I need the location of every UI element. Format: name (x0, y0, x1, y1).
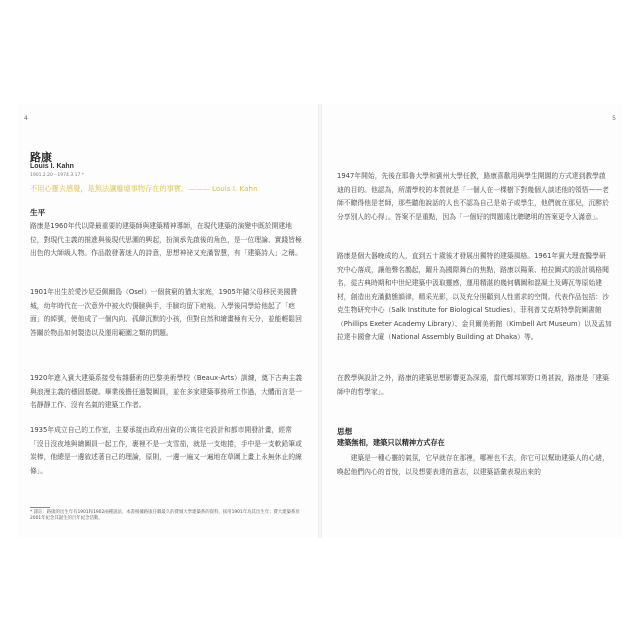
section-subheading: 建築無相，建築只以精神方式存在 (337, 438, 445, 447)
paragraph: 建築是一種心靈的氣氛，它早就存在那裡，哪裡也不去，你它可以幫助建築人的心緒，喚起他們內心的首悅，以及想要表達的意志，以建築語彙表現出來的 (337, 454, 609, 476)
chapter-title: 路康 (30, 151, 52, 164)
paragraph: 路康是個大器晚成的人，直到五十歲後才發展出獨特的建築風格。1961年賓大理查醫學研究中心落成，讓他聲名鵲起，躍升為國際舞台的焦點，路康以陽萊、柏拉圖式的設計風格聞名，從古典時期和中世紀建築中汲取靈感，運用精湛的幾何構圖和混凝土及磚瓦等原始建材，創造出充滿動態韻律，精采光影，以及充分照顧到人性需求的空間。代表作品包括：沙克生物研究中心（Salk Institute for Biological Studies）、菲利普艾克斯特學院圖書館（Phillips Exeter Academy Library）、金貝爾美術館（Kimbell Art Museum）以及孟加拉達卡國會大廈（National Assembly Building at Dhaka）等。 (337, 252, 612, 341)
english-name: Louis I. Kahn (30, 163, 74, 170)
epigraph-quote: 不用心靈去感覺，是無法讓廢墟事物存在的事實。——— Louis I. Kahn (30, 184, 258, 193)
left-page (18, 104, 319, 538)
book-spread (18, 104, 622, 538)
page-number: 5 (612, 115, 616, 122)
paragraph: 1935年成立自己的工作室，主要承接由政府出資的公寓住宅設計和都市開發計畫，經常「沒日沒夜地與繪圖員一起工作，裹裡不是一支雪茄，就是一支炮捲，手中是一支軟鉛筆或炭棒，他總是一邊敘述著自己的理論，原則，一邊一遍又一遍地在草圖上畫上永無休止的線條」。 (30, 426, 302, 475)
paragraph: 在教學與設計之外，路康的建築思想影響更為深遠，當代鄭邦軍野口勇甚說，路康是「建築師中的哲學家」。 (337, 374, 609, 396)
paragraph: 路康是1960年代以降最重要的建築師與建築精神導師，在現代建築的演變中既於開建地位，對現代主義的推進與後現代思潮的興起，扮演承先啟後的角色，是一位理論、實踐皆極出色的大師級人物。作品散發著迷人的詩意，思想神祕又充滿智慧，有「建築詩人」之稱。 (30, 222, 302, 257)
paragraph: 1947年開始，先後在耶魯大學和賓州大學任教，路康喜歡用與學生開闊的方式達到教學啟迪的目的。他認為，所謂學校的本質就是「一個人在一棵樹下對幾個人談述他的領悟——老師不瞭得他是老師，那些聽他說話的人也不認為自己是弟子或學生，他們就在那兒，沉醉於分享別人的心得」。答案不是重點，因為「一個好的問題遠比聰聰明的答案更令人滿意」。 (337, 172, 609, 221)
life-dates: 1901.2.20－1974.3.17 * (30, 173, 84, 178)
section-heading: 思想 (337, 427, 353, 436)
footnote-divider (30, 507, 50, 508)
page-number: 4 (24, 115, 28, 122)
paragraph: 1901年出生於愛沙尼亞佩爾島（Osel）一個貧窮的猶太家庭，1905年隨父母移民美國費城，幼年時代在一次意外中被火灼傷臉與手，手臉均留下疤痕。入學後同學給他起了「疤面」的綽號，使他成了一個內向、孤僻沉默的小孩，但對自然和繪畫極有天分，並能輕鬆回答關於物品如何製造以及運用範圍之類的問題。 (30, 288, 302, 337)
footnote: * 譯註：路康的出生年有1901和1902兩種說法，本書根據路康任職最久的費城大學建築系的資料，採用1901年為其出生年；費大建築系於2001年紀念其誕生的百年紀念活動。 (30, 510, 300, 521)
section-heading: 生平 (30, 208, 46, 217)
right-page (321, 104, 622, 538)
paragraph: 1920年進入賓大建築系接受布雜藝術的巴黎美術學校（Beaux-Arts）訓練，奠下古典主義與浪漫主義的穩固基礎。畢業後擔任過製圖員，並在多家建築事務所工作過，大體而言是一名靜靜工作、沒有名氣的建築工作者。 (30, 374, 303, 409)
